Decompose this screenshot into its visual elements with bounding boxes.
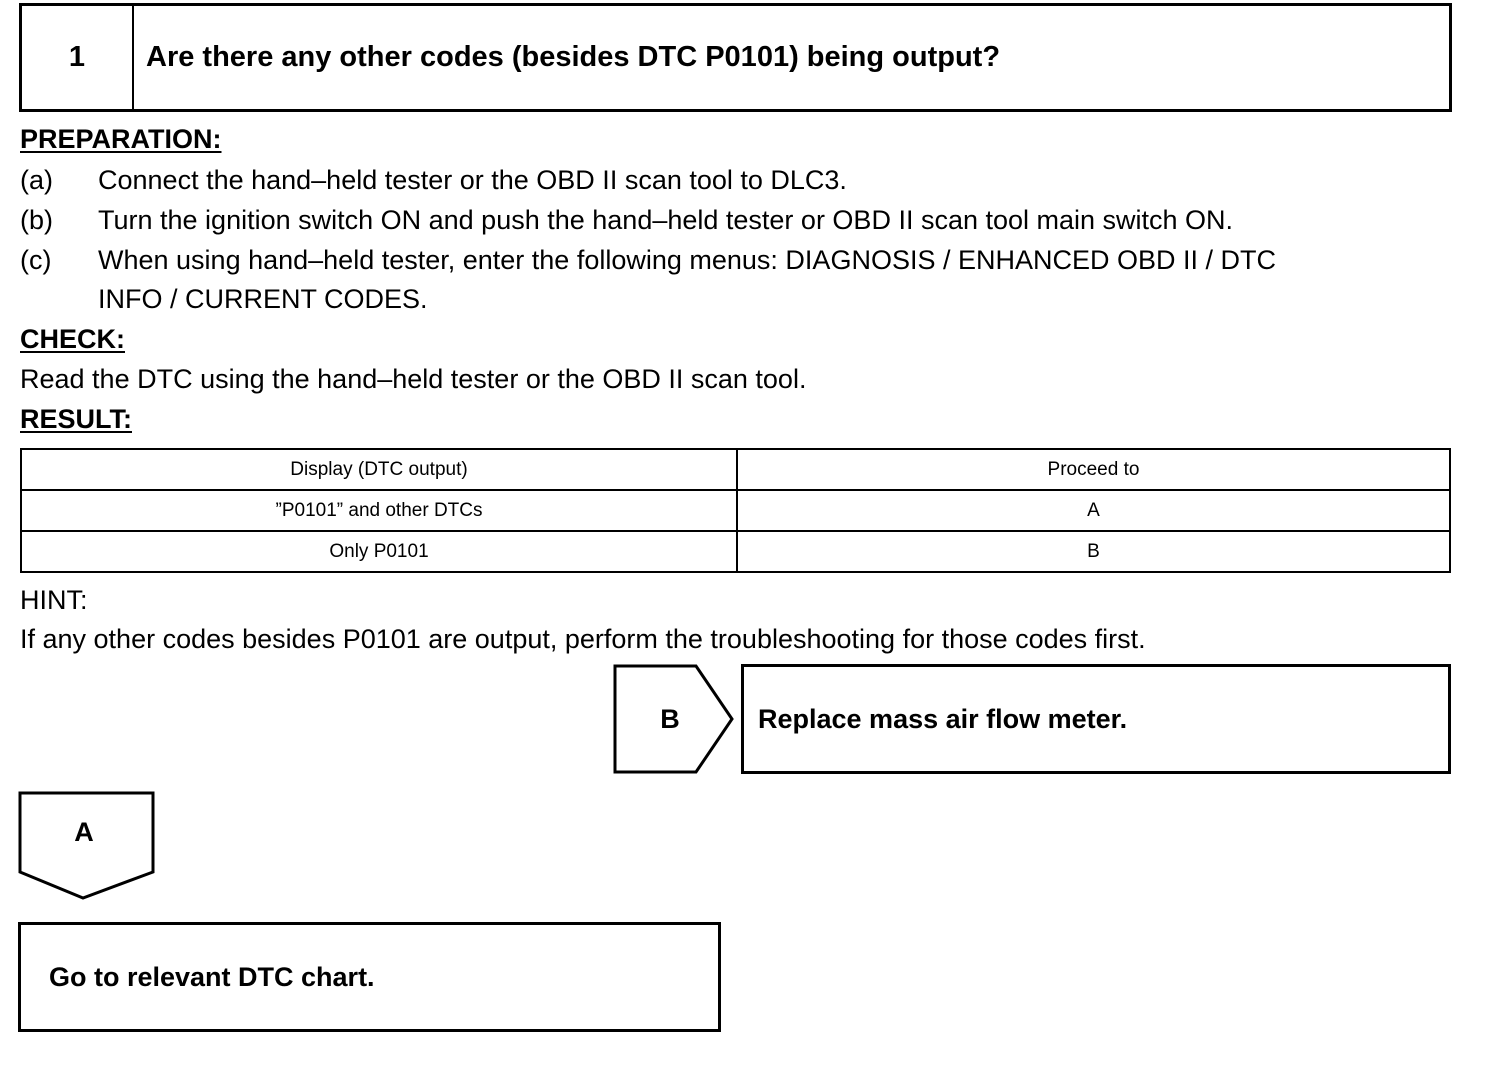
preparation-heading: PREPARATION: — [20, 124, 222, 154]
table-row — [21, 490, 1450, 531]
hint-text: If any other codes besides P0101 are output, perform the troubleshooting for those codes first. — [20, 624, 1146, 654]
column-header-proceed: Proceed to — [737, 449, 1450, 490]
cell-display: ”P0101” and other DTCs — [21, 490, 737, 531]
branch-a-action: Go to relevant DTC chart. — [49, 961, 375, 992]
table-row — [21, 531, 1450, 572]
prep-item-a-text: Connect the hand–held tester or the OBD II scan tool to DLC3. — [98, 165, 847, 195]
prep-item-c-label: (c) — [20, 245, 52, 275]
table-header-row — [21, 449, 1450, 490]
prep-item-b-label: (b) — [20, 205, 53, 235]
column-header-display: Display (DTC output) — [21, 449, 737, 490]
prep-item-c-text: When using hand–held tester, enter the following menus: DIAGNOSIS / ENHANCED OBD II / DTC — [98, 245, 1276, 275]
cell-display: Only P0101 — [21, 531, 737, 572]
step-header — [19, 3, 1452, 112]
prep-item-c-text-continued: INFO / CURRENT CODES. — [98, 284, 428, 314]
prep-item-b-text: Turn the ignition switch ON and push the hand–held tester or OBD II scan tool main switch ON. — [98, 205, 1234, 235]
branch-a-letter: A — [74, 816, 94, 847]
branch-a-action-box — [18, 922, 721, 1032]
step-number: 1 — [22, 6, 134, 109]
check-text: Read the DTC using the hand–held tester or the OBD II scan tool. — [20, 364, 807, 394]
cell-proceed: B — [737, 531, 1450, 572]
prep-item-a-label: (a) — [20, 165, 53, 195]
branch-b-action: Replace mass air flow meter. — [758, 703, 1128, 734]
result-table — [20, 448, 1451, 573]
cell-proceed: A — [737, 490, 1450, 531]
hint-label: HINT: — [20, 585, 88, 615]
branch-b-letter: B — [660, 703, 680, 734]
result-heading: RESULT: — [20, 404, 132, 434]
branch-b-action-box — [741, 664, 1451, 774]
check-heading: CHECK: — [20, 324, 125, 354]
step-question: Are there any other codes (besides DTC P0101) being output? — [146, 41, 1001, 73]
